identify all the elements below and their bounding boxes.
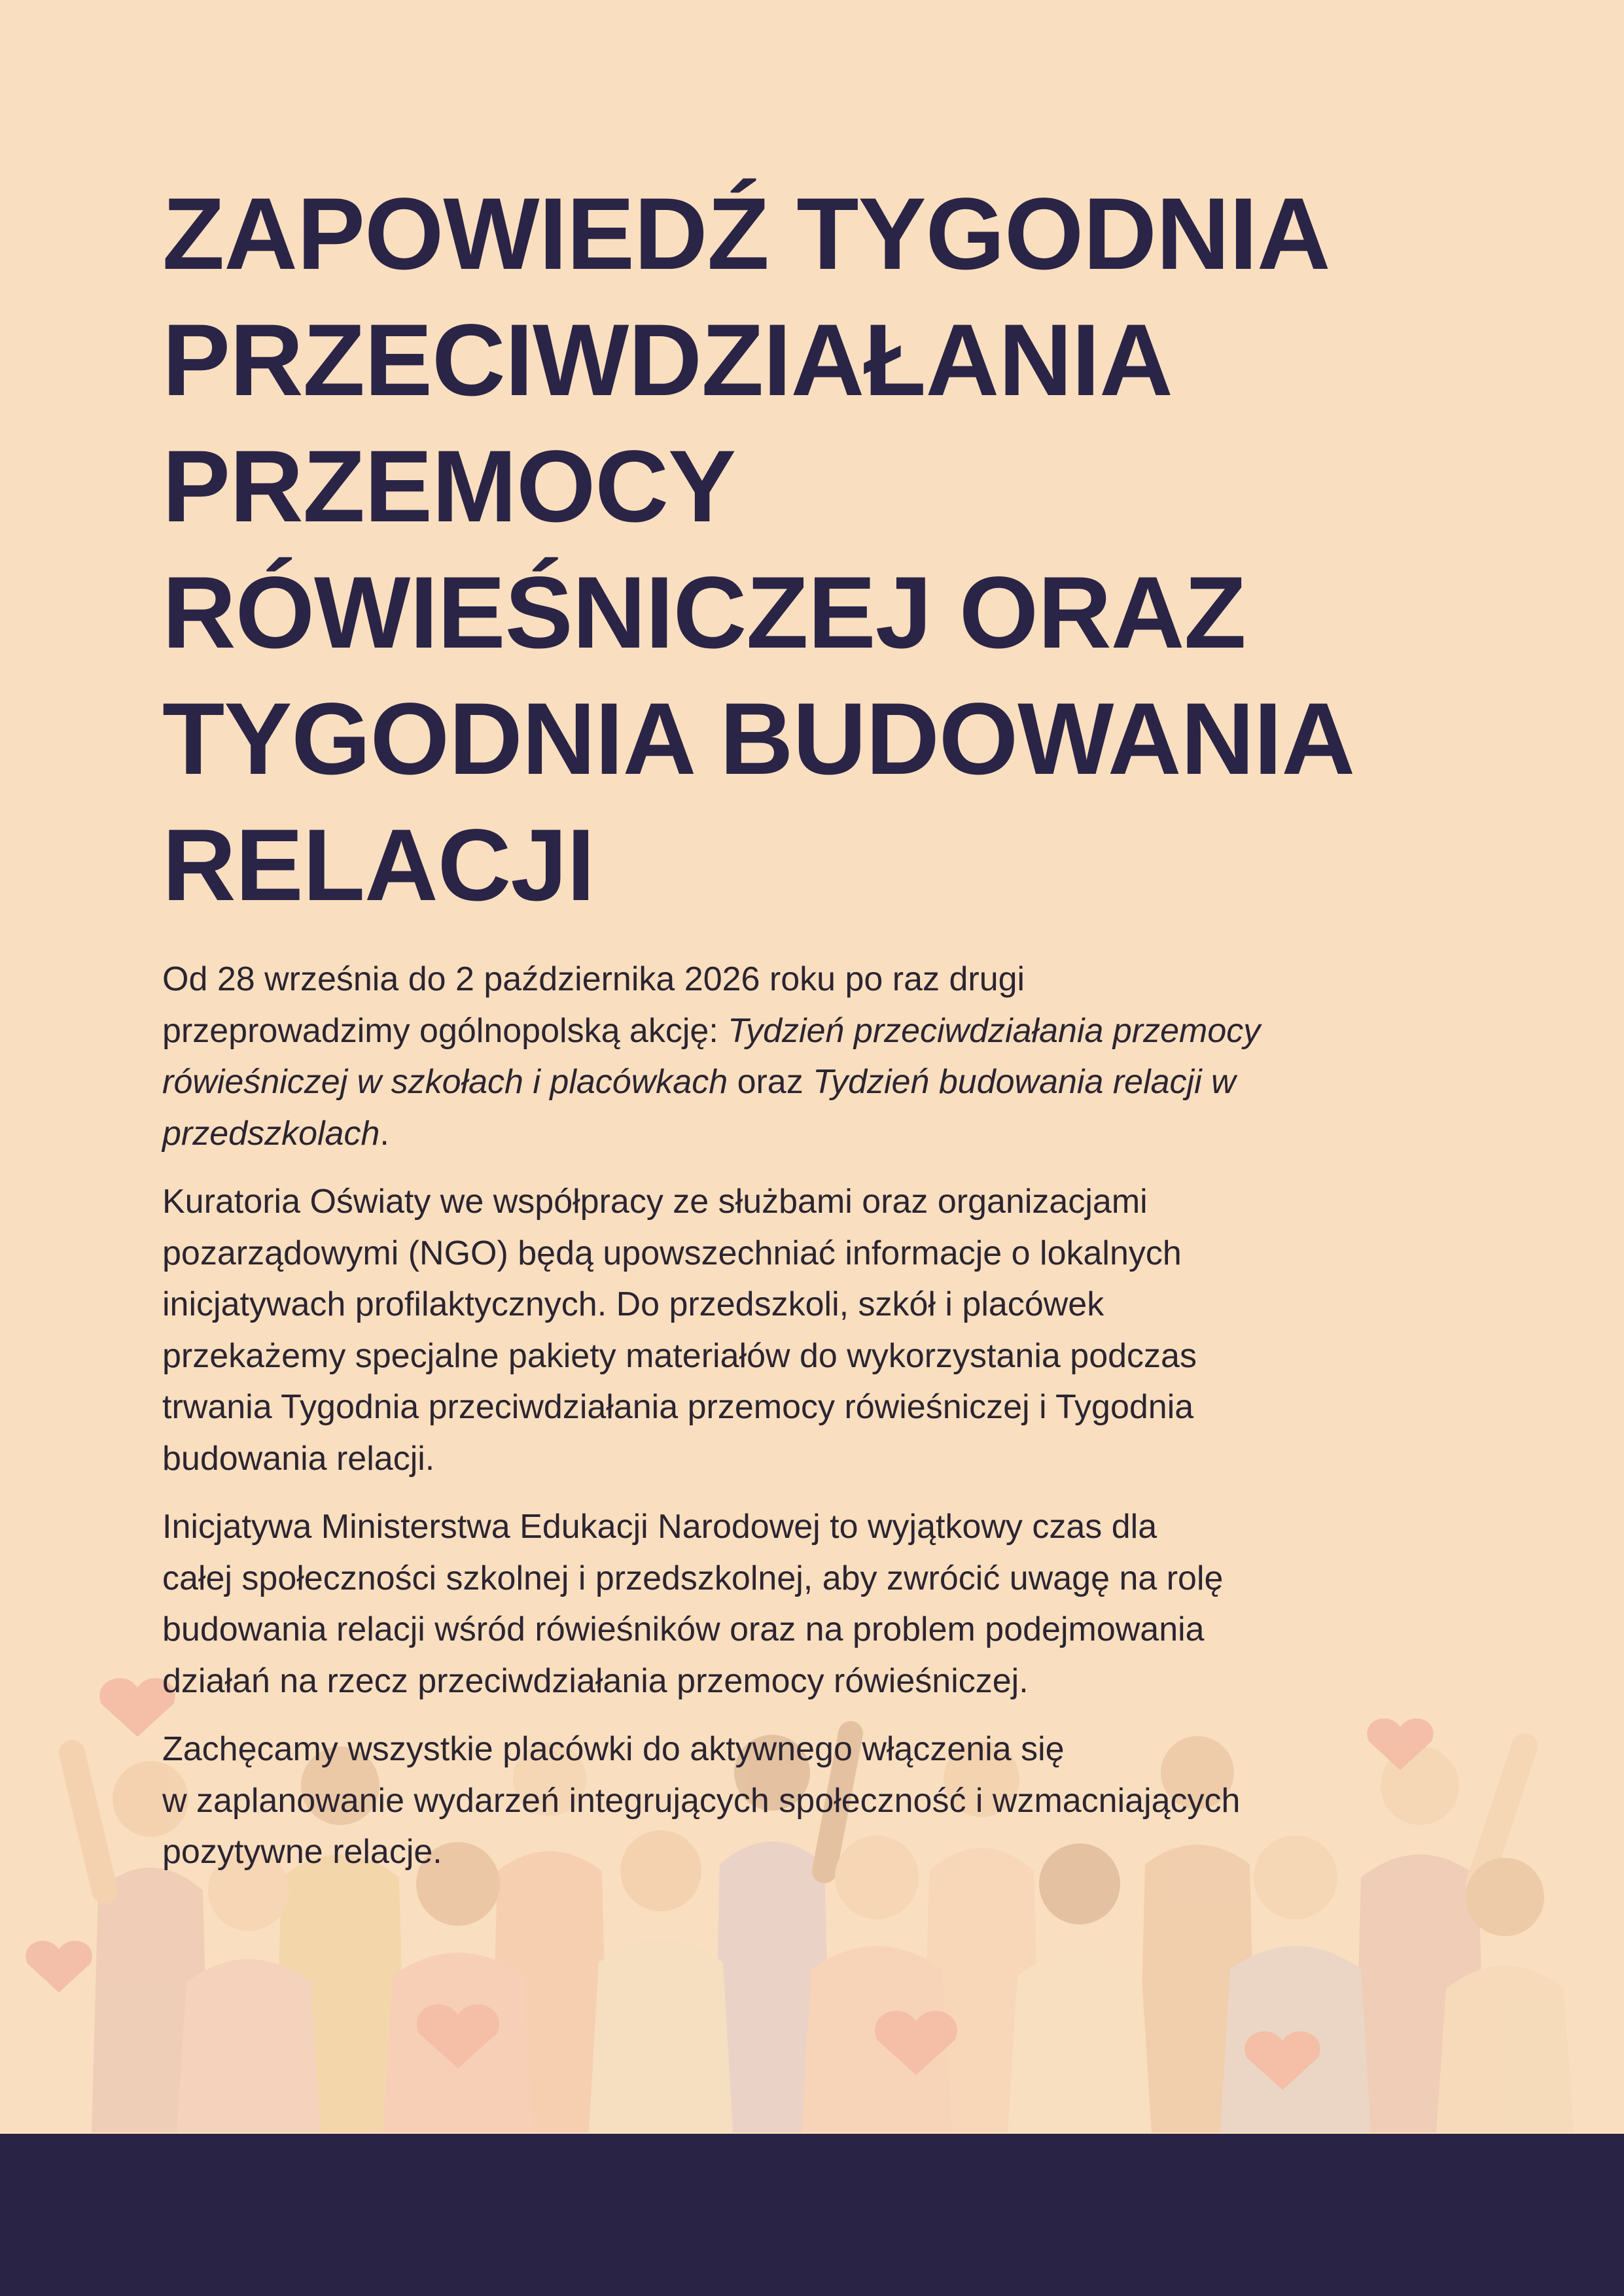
text-span: . <box>380 1114 389 1153</box>
text-line: Kuratoria Oświaty we współpracy ze służbami oraz organizacjami <box>162 1183 1148 1221</box>
body-text <box>162 954 1510 1895</box>
text-line <box>162 1108 1510 1160</box>
campaign-name: rówieśniczej w szkołach i placówkach <box>162 1063 728 1101</box>
text-line <box>162 1005 1510 1057</box>
text-line: w zaplanowanie wydarzeń integrujących społeczność i wzmacniających <box>162 1781 1241 1820</box>
headline <box>162 171 1576 929</box>
text-line: Inicjatywa Ministerstwa Edukacji Narodowej to wyjątkowy czas dla <box>162 1508 1157 1546</box>
campaign-name: Tydzień przeciwdziałania przemocy <box>728 1011 1261 1050</box>
text-span: oraz <box>728 1063 813 1101</box>
text-line: całej społeczności szkolnej i przedszkolnej, aby zwrócić uwagę na rolę <box>162 1559 1224 1597</box>
text-line: trwania Tygodnia przeciwdziałania przemocy rówieśniczej i Tygodnia <box>162 1388 1194 1426</box>
text-line: działań na rzecz przeciwdziałania przemocy rówieśniczej. <box>162 1661 1029 1700</box>
text-line: budowania relacji. <box>162 1439 435 1478</box>
paragraph-intro <box>162 954 1510 1159</box>
footer-band <box>0 2134 1624 2296</box>
headline-line: ZAPOWIEDŹ TYGODNIA <box>162 177 1330 291</box>
text-line: Zachęcamy wszystkie placówki do aktywnego włączenia się <box>162 1730 1065 1768</box>
text-span: Od 28 września do 2 października 2026 roku po raz drugi <box>162 960 1025 998</box>
text-line <box>162 954 1510 1005</box>
paragraph-kuratoria <box>162 1176 1510 1484</box>
text-line: przekażemy specjalne pakiety materiałów do wykorzystania podczas <box>162 1336 1197 1375</box>
headline-line: PRZEMOCY <box>162 430 736 544</box>
paragraph-call-to-action <box>162 1724 1510 1878</box>
text-line: budowania relacji wśród rówieśników oraz na problem podejmowania <box>162 1610 1205 1648</box>
headline-line: RELACJI <box>162 809 595 922</box>
text-line: inicjatywach profilaktycznych. Do przedszkoli, szkół i placówek <box>162 1285 1104 1323</box>
text-line: pozarządowymi (NGO) będą upowszechniać informacje o lokalnych <box>162 1234 1182 1272</box>
text-line: pozytywne relacje. <box>162 1833 442 1871</box>
headline-line: PRZECIWDZIAŁANIA <box>162 304 1173 417</box>
campaign-name: przedszkolach <box>162 1114 380 1153</box>
text-line <box>162 1056 1510 1108</box>
text-span: przeprowadzimy ogólnopolską akcję: <box>162 1011 728 1050</box>
headline-line: TYGODNIA BUDOWANIA <box>162 682 1355 796</box>
campaign-name: Tydzień budowania relacji w <box>813 1063 1236 1101</box>
headline-line: RÓWIEŚNICZEJ ORAZ <box>162 556 1246 670</box>
paragraph-ministry <box>162 1501 1510 1707</box>
